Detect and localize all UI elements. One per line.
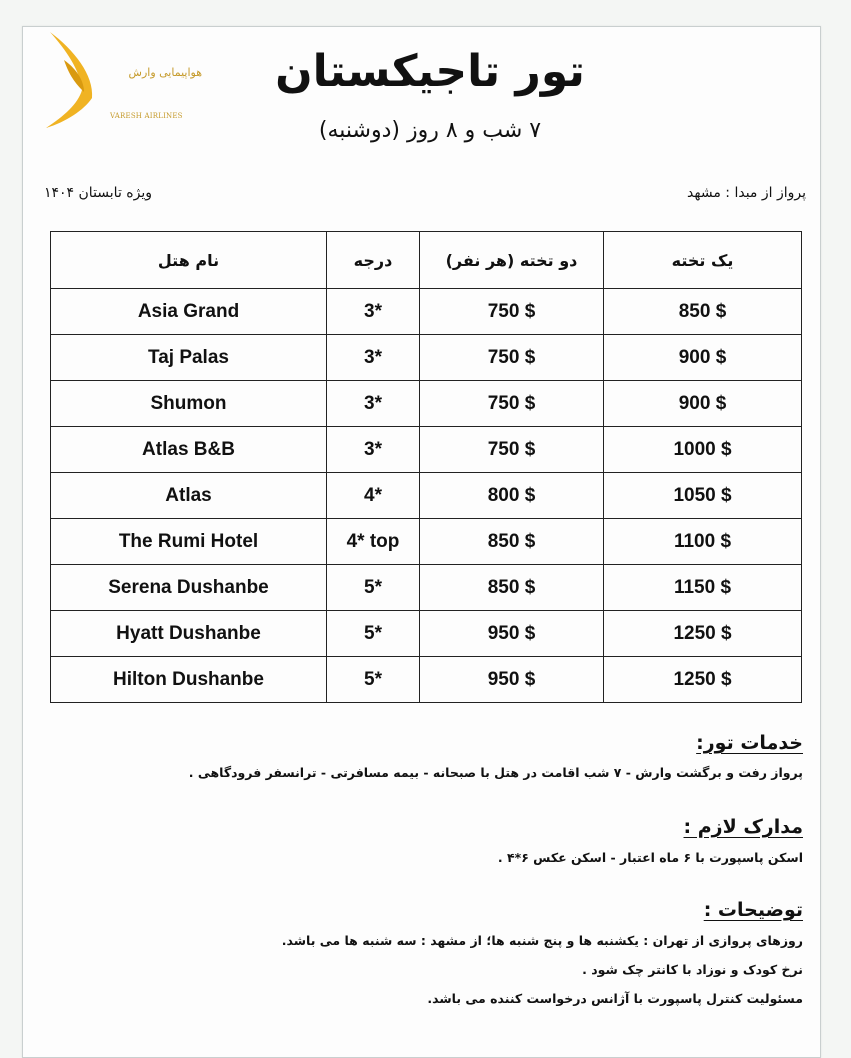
double-price: 750 $: [420, 381, 604, 427]
double-price: 950 $: [420, 611, 604, 657]
table-row: [51, 335, 802, 381]
hotel-name: Shumon: [51, 381, 327, 427]
season-label: ویژه تابستان ۱۴۰۴: [44, 185, 153, 201]
table-row: [51, 519, 802, 565]
notes-heading: توضیحات :: [703, 899, 803, 921]
single-price: 1000 $: [604, 427, 802, 473]
hotel-name: Asia Grand: [51, 289, 327, 335]
hotel-grade: 3*: [327, 289, 420, 335]
col-single-price: یک تخته: [604, 232, 802, 289]
services-heading: خدمات تور:: [696, 732, 803, 754]
double-price: 750 $: [420, 427, 604, 473]
hotel-name: The Rumi Hotel: [51, 519, 327, 565]
double-price: 850 $: [420, 565, 604, 611]
double-price: 800 $: [420, 473, 604, 519]
table-row: [51, 427, 802, 473]
single-price: 900 $: [604, 381, 802, 427]
logo-name-en: VARESH AIRLINES: [110, 112, 183, 120]
single-price: 900 $: [604, 335, 802, 381]
hotel-name: Serena Dushanbe: [51, 565, 327, 611]
double-price: 750 $: [420, 289, 604, 335]
col-grade: درجه: [327, 232, 420, 289]
note-line: نرخ کودک و نوزاد با کانتر چک شود .: [582, 962, 803, 977]
single-price: 1150 $: [604, 565, 802, 611]
single-price: 850 $: [604, 289, 802, 335]
price-table: [50, 231, 802, 703]
hotel-grade: 5*: [327, 565, 420, 611]
single-price: 1100 $: [604, 519, 802, 565]
table-row: [51, 289, 802, 335]
hotel-grade: 3*: [327, 427, 420, 473]
flight-origin: پرواز از مبدا : مشهد: [687, 185, 806, 201]
hotel-grade: 5*: [327, 657, 420, 703]
table-row: [51, 611, 802, 657]
table-row: [51, 565, 802, 611]
table-header-row: [51, 232, 802, 289]
hotel-grade: 3*: [327, 335, 420, 381]
double-price: 750 $: [420, 335, 604, 381]
hotel-grade: 5*: [327, 611, 420, 657]
col-double-price: دو تخته (هر نفر): [420, 232, 604, 289]
hotel-grade: 3*: [327, 381, 420, 427]
hotel-name: Hyatt Dushanbe: [51, 611, 327, 657]
note-line: مسئولیت کنترل پاسپورت با آژانس درخواست کننده می باشد.: [427, 991, 803, 1006]
hotel-grade: 4*: [327, 473, 420, 519]
double-price: 850 $: [420, 519, 604, 565]
table-row: [51, 381, 802, 427]
hotel-name: Atlas: [51, 473, 327, 519]
hotel-name: Taj Palas: [51, 335, 327, 381]
note-line: روزهای پروازی از تهران : یکشنبه ها و پنج شنبه ها؛ از مشهد : سه شنبه ها می باشد.: [281, 933, 803, 948]
single-price: 1250 $: [604, 611, 802, 657]
single-price: 1250 $: [604, 657, 802, 703]
hotel-name: Hilton Dushanbe: [51, 657, 327, 703]
hotel-name: Atlas B&B: [51, 427, 327, 473]
page-title: تور تاجیکستان: [275, 46, 585, 97]
services-text: پرواز رفت و برگشت وارش - ۷ شب اقامت در هتل با صبحانه - بیمه مسافرتی - ترانسفر فرودگاهی .: [188, 765, 803, 780]
documents-heading: مدارک لازم :: [683, 816, 803, 838]
page-subtitle: ۷ شب و ۸ روز (دوشنبه): [318, 118, 542, 143]
airline-logo: [44, 30, 204, 130]
hotel-grade: 4* top: [327, 519, 420, 565]
col-hotel-name: نام هتل: [51, 232, 327, 289]
documents-text: اسکن پاسپورت با ۶ ماه اعتبار - اسکن عکس ۶*۴ .: [497, 850, 803, 865]
single-price: 1050 $: [604, 473, 802, 519]
double-price: 950 $: [420, 657, 604, 703]
wing-logo-icon: [44, 30, 114, 130]
table-row: [51, 473, 802, 519]
logo-name-fa: هواپیمایی وارش: [128, 66, 202, 79]
table-row: [51, 657, 802, 703]
